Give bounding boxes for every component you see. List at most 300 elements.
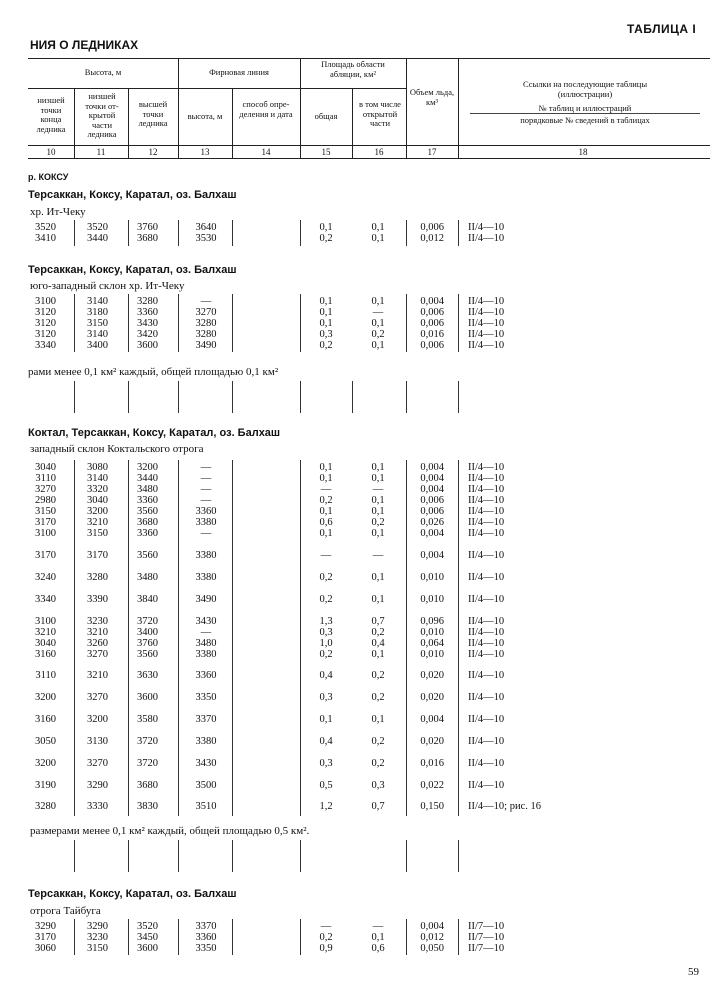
col18-header-bot: порядковые № сведений в таблицах — [520, 115, 650, 125]
table-cell: II/4—10 — [468, 506, 505, 517]
table-cell: 3360 — [195, 506, 217, 517]
column-divider — [178, 294, 179, 352]
table-cell: 3280 — [137, 296, 158, 307]
column-divider — [406, 381, 407, 413]
table-cell: 0,050 — [420, 943, 444, 954]
col13-header: высота, м — [187, 111, 223, 121]
table-cell: 0,010 — [420, 649, 444, 660]
table-cell: 0,2 — [319, 233, 333, 244]
table-cell: 0,3 — [371, 780, 385, 791]
table-cell: 3440 — [137, 473, 158, 484]
table-cell: — — [200, 495, 212, 506]
table-cell: 3110 — [35, 670, 56, 681]
column-divider — [128, 294, 129, 352]
table-cell: 3640 — [195, 222, 217, 233]
table-cell: 3360 — [137, 307, 158, 318]
column-divider — [300, 919, 301, 955]
column-divider — [128, 840, 129, 872]
section-note: размерами менее 0,1 км² каждый, общей площадью 0,5 км². — [30, 825, 310, 837]
table-cell: 0,004 — [420, 714, 444, 725]
table-cell: II/7—10 — [468, 932, 505, 943]
table-cell: 1,2 — [319, 801, 333, 812]
table-cell: 3360 — [137, 528, 158, 539]
col11-header: низшей точки от-крытой части ледника — [85, 91, 119, 139]
table-cell: II/4—10 — [468, 572, 505, 583]
table-cell: 0,006 — [420, 222, 444, 233]
table-cell: 0,150 — [420, 801, 444, 812]
ablation-group-header: Площадь области абляции, км² — [321, 59, 385, 79]
table-cell: II/4—10 — [468, 714, 505, 725]
table-cell: 3490 — [195, 340, 217, 351]
table-cell: II/4—10 — [468, 495, 505, 506]
table-cell: 0,096 — [420, 616, 444, 627]
table-cell: — — [200, 484, 212, 495]
table-cell: 0,3 — [319, 758, 333, 769]
col-number: 14 — [261, 147, 271, 157]
table-cell: 0,1 — [319, 506, 333, 517]
table-cell: II/4—10 — [468, 616, 505, 627]
table-cell: 3680 — [137, 780, 158, 791]
table-cell: 3180 — [87, 307, 108, 318]
table-cell: 3210 — [87, 627, 108, 638]
table-cell: 1,3 — [319, 616, 333, 627]
table-cell: II/4—10 — [468, 627, 505, 638]
column-divider — [74, 460, 75, 816]
table-cell: 3380 — [195, 517, 217, 528]
table-cell: 3280 — [35, 801, 56, 812]
table-cell: II/4—10 — [468, 692, 505, 703]
table-cell: 0,1 — [319, 473, 333, 484]
table-cell: 0,1 — [371, 340, 385, 351]
table-cell: 3120 — [35, 307, 56, 318]
table-cell: 3230 — [87, 932, 108, 943]
table-cell: 3360 — [137, 495, 158, 506]
table-cell: — — [372, 307, 384, 318]
table-cell: 3290 — [87, 921, 108, 932]
column-divider — [74, 294, 75, 352]
table-cell: 0,022 — [420, 780, 444, 791]
col-number: 16 — [374, 147, 384, 157]
column-divider — [178, 220, 179, 246]
table-cell: 3560 — [137, 506, 158, 517]
table-cell: 3100 — [35, 528, 56, 539]
section-note: рами менее 0,1 км² каждый, общей площадью 0,1 км² — [28, 366, 279, 378]
table-cell: 3130 — [87, 736, 108, 747]
table-cell: II/4—10 — [468, 307, 505, 318]
table-cell: 0,9 — [319, 943, 333, 954]
table-cell: 3760 — [137, 222, 158, 233]
column-divider — [406, 460, 407, 816]
table-cell: 3150 — [87, 943, 108, 954]
column-divider — [406, 919, 407, 955]
firn-group-header: Фирновая линия — [209, 67, 269, 77]
table-cell: 0,1 — [319, 462, 333, 473]
table-cell: 0,7 — [371, 616, 385, 627]
table-cell: 3380 — [195, 649, 217, 660]
table-cell: II/4—10 — [468, 340, 505, 351]
header-divider — [406, 58, 407, 158]
column-divider — [128, 460, 129, 816]
table-cell: 0,1 — [371, 462, 385, 473]
table-cell: 3420 — [137, 329, 158, 340]
table-cell: 0,1 — [371, 528, 385, 539]
col-number: 17 — [427, 147, 437, 157]
table-cell: 3520 — [87, 222, 108, 233]
table-cell: II/4—10 — [468, 550, 505, 561]
table-cell: — — [372, 484, 384, 495]
table-cell: 0,2 — [371, 627, 385, 638]
table-cell: II/4—10; рис. 16 — [468, 801, 541, 812]
table-cell: 0,6 — [371, 943, 385, 954]
table-cell: 0,1 — [319, 307, 333, 318]
table-cell: 3270 — [87, 692, 108, 703]
table-cell: 3430 — [195, 616, 217, 627]
col10-header: низшей точки конца ледника — [36, 95, 66, 134]
table-cell: 3120 — [35, 318, 56, 329]
table-cell: 3290 — [87, 780, 108, 791]
table-cell: 3100 — [35, 296, 56, 307]
table-cell: 3200 — [35, 692, 56, 703]
table-cell: 3480 — [195, 638, 217, 649]
table-cell: 0,2 — [319, 932, 333, 943]
table-cell: 0,1 — [371, 296, 385, 307]
table-cell: 3400 — [87, 340, 108, 351]
column-divider — [232, 919, 233, 955]
table-cell: 0,012 — [420, 233, 444, 244]
table-cell: 0,1 — [371, 649, 385, 660]
col16-header: в том числе открытой части — [359, 99, 401, 128]
table-cell: 3210 — [35, 627, 56, 638]
table-cell: 3200 — [87, 506, 108, 517]
table-cell: 0,004 — [420, 296, 444, 307]
column-divider — [300, 294, 301, 352]
table-cell: — — [372, 550, 384, 561]
table-cell: 3280 — [195, 329, 217, 340]
table-cell: 0,004 — [420, 473, 444, 484]
table-cell: 0,1 — [371, 594, 385, 605]
header-group-rule — [28, 88, 406, 89]
table-cell: 0,020 — [420, 692, 444, 703]
table-cell: II/4—10 — [468, 517, 505, 528]
table-cell: 3510 — [195, 801, 217, 812]
header-bottom-rule — [28, 145, 710, 146]
col-number: 15 — [321, 147, 331, 157]
table-cell: 0,2 — [371, 670, 385, 681]
table-cell: 0,006 — [420, 506, 444, 517]
table-cell: 0,016 — [420, 758, 444, 769]
column-divider — [458, 840, 459, 872]
column-divider — [300, 840, 301, 872]
table-cell: 3040 — [87, 495, 108, 506]
table-cell: 0,006 — [420, 318, 444, 329]
table-cell: 3260 — [87, 638, 108, 649]
table-cell: 0,012 — [420, 932, 444, 943]
table-cell: — — [200, 462, 212, 473]
table-cell: 0,4 — [371, 638, 385, 649]
table-cell: 3080 — [87, 462, 108, 473]
table-label: ТАБЛИЦА I — [627, 22, 697, 36]
table-cell: 3380 — [195, 572, 217, 583]
table-cell: 3450 — [137, 932, 158, 943]
col-number: 18 — [578, 147, 588, 157]
column-divider — [458, 381, 459, 413]
table-cell: 0,1 — [371, 572, 385, 583]
table-cell: II/4—10 — [468, 462, 505, 473]
column-divider — [300, 460, 301, 816]
table-cell: 0,3 — [319, 627, 333, 638]
table-cell: 3340 — [35, 340, 56, 351]
table-cell: 3380 — [195, 736, 217, 747]
table-cell: 0,1 — [371, 473, 385, 484]
table-cell: 3160 — [35, 714, 56, 725]
column-divider — [458, 460, 459, 816]
table-cell: 3290 — [35, 921, 56, 932]
table-cell: 1,0 — [319, 638, 333, 649]
column-divider — [74, 840, 75, 872]
table-cell: 3140 — [87, 329, 108, 340]
table-cell: 0,010 — [420, 572, 444, 583]
table-cell: 3240 — [35, 572, 56, 583]
table-cell: 3380 — [195, 550, 217, 561]
table-cell: 3320 — [87, 484, 108, 495]
table-cell: II/4—10 — [468, 296, 505, 307]
column-divider — [232, 460, 233, 816]
table-cell: 3170 — [87, 550, 108, 561]
column-divider — [406, 840, 407, 872]
table-cell: 3270 — [195, 307, 217, 318]
table-cell: 3150 — [87, 528, 108, 539]
table-cell: 3720 — [137, 616, 158, 627]
table-cell: 3600 — [137, 340, 158, 351]
table-cell: 0,1 — [371, 495, 385, 506]
column-divider — [232, 294, 233, 352]
column-divider — [458, 220, 459, 246]
column-divider — [352, 381, 353, 413]
page-number: 59 — [688, 966, 699, 978]
table-cell: 0,1 — [319, 296, 333, 307]
table-cell: 3200 — [87, 714, 108, 725]
table-cell: 0,3 — [319, 329, 333, 340]
height-group-header: Высота, м — [84, 67, 122, 77]
col15-header: общая — [314, 111, 338, 121]
column-divider — [406, 220, 407, 246]
river-title: р. КОКСУ — [28, 172, 69, 182]
table-cell: — — [320, 484, 332, 495]
basin-title: Терсаккан, Коксу, Каратал, оз. Балхаш — [28, 888, 237, 900]
table-cell: 0,5 — [319, 780, 333, 791]
table-cell: 3560 — [137, 550, 158, 561]
column-divider — [178, 840, 179, 872]
table-cell: II/7—10 — [468, 943, 505, 954]
table-cell: 0,1 — [319, 528, 333, 539]
table-cell: 0,1 — [371, 506, 385, 517]
table-cell: 0,004 — [420, 484, 444, 495]
col17-header: Объем льда, км³ — [409, 87, 455, 107]
table-cell: 3760 — [137, 638, 158, 649]
table-cell: II/4—10 — [468, 758, 505, 769]
table-cell: II/4—10 — [468, 670, 505, 681]
table-cell: 0,026 — [420, 517, 444, 528]
table-cell: 0,2 — [371, 736, 385, 747]
table-cell: 0,006 — [420, 307, 444, 318]
table-cell: 0,2 — [371, 329, 385, 340]
table-cell: 0,1 — [371, 233, 385, 244]
table-cell: 0,064 — [420, 638, 444, 649]
table-cell: 0,2 — [371, 692, 385, 703]
table-cell: 3140 — [87, 296, 108, 307]
table-cell: 3830 — [137, 801, 158, 812]
range-subtitle: хр. Ит-Чеку — [30, 206, 86, 218]
table-cell: 3100 — [35, 616, 56, 627]
table-cell: 0,004 — [420, 921, 444, 932]
table-cell: 0,004 — [420, 462, 444, 473]
table-cell: 3400 — [137, 627, 158, 638]
table-cell: — — [200, 296, 212, 307]
column-divider — [406, 294, 407, 352]
table-cell: 0,3 — [319, 692, 333, 703]
table-cell: 3270 — [87, 649, 108, 660]
table-cell: 0,4 — [319, 670, 333, 681]
table-cell: 0,016 — [420, 329, 444, 340]
table-cell: 3560 — [137, 649, 158, 660]
table-cell: 3600 — [137, 692, 158, 703]
table-cell: 3370 — [195, 714, 217, 725]
table-cell: II/4—10 — [468, 222, 505, 233]
column-divider — [178, 919, 179, 955]
col14-header: способ опре-деления и дата — [239, 99, 293, 119]
table-cell: — — [320, 921, 332, 932]
table-cell: 0,2 — [371, 517, 385, 528]
table-cell: 3040 — [35, 638, 56, 649]
table-cell: 3350 — [195, 692, 217, 703]
table-cell: II/4—10 — [468, 638, 505, 649]
table-cell: 3050 — [35, 736, 56, 747]
table-cell: 0,1 — [319, 222, 333, 233]
table-cell: 3440 — [87, 233, 108, 244]
table-cell: 3190 — [35, 780, 56, 791]
table-cell: 0,1 — [371, 714, 385, 725]
table-cell: 0,010 — [420, 594, 444, 605]
table-cell: 3720 — [137, 758, 158, 769]
table-cell: 0,006 — [420, 495, 444, 506]
table-cell: 3370 — [195, 921, 217, 932]
table-cell: 3150 — [87, 318, 108, 329]
table-cell: II/4—10 — [468, 233, 505, 244]
table-cell: 0,2 — [319, 594, 333, 605]
range-subtitle: западный склон Коктальского отрога — [30, 443, 204, 455]
table-cell: 3580 — [137, 714, 158, 725]
table-cell: 3150 — [35, 506, 56, 517]
column-divider — [178, 381, 179, 413]
table-cell: 3270 — [87, 758, 108, 769]
table-cell: II/4—10 — [468, 649, 505, 660]
table-cell: 3630 — [137, 670, 158, 681]
table-cell: 3330 — [87, 801, 108, 812]
column-divider — [128, 381, 129, 413]
table-cell: 3230 — [87, 616, 108, 627]
table-cell: 0,020 — [420, 670, 444, 681]
column-divider — [128, 220, 129, 246]
table-cell: 3160 — [35, 649, 56, 660]
table-cell: II/4—10 — [468, 736, 505, 747]
column-divider — [128, 919, 129, 955]
table-cell: 0,1 — [319, 714, 333, 725]
table-cell: II/4—10 — [468, 484, 505, 495]
table-cell: II/7—10 — [468, 921, 505, 932]
col-number: 10 — [46, 147, 56, 157]
basin-title: Коктал, Терсаккан, Коксу, Каратал, оз. Балхаш — [28, 427, 281, 439]
table-cell: 0,004 — [420, 550, 444, 561]
table-cell: 0,010 — [420, 627, 444, 638]
table-cell: 0,2 — [319, 495, 333, 506]
column-divider — [178, 460, 179, 816]
range-subtitle: отрога Тайбуга — [30, 905, 101, 917]
column-divider — [74, 381, 75, 413]
table-cell: 0,7 — [371, 801, 385, 812]
header-divider — [458, 58, 459, 158]
table-cell: 3280 — [195, 318, 217, 329]
basin-title: Терсаккан, Коксу, Каратал, оз. Балхаш — [28, 189, 237, 201]
table-cell: — — [200, 473, 212, 484]
table-cell: 3430 — [137, 318, 158, 329]
page-title: НИЯ О ЛЕДНИКАХ — [30, 38, 139, 52]
table-cell: 3360 — [195, 670, 217, 681]
table-cell: 0,2 — [319, 572, 333, 583]
table-cell: 3350 — [195, 943, 217, 954]
table-cell: II/4—10 — [468, 329, 505, 340]
table-cell: 0,2 — [371, 758, 385, 769]
table-cell: 3500 — [195, 780, 217, 791]
header-number-rule — [28, 158, 710, 159]
table-cell: — — [372, 921, 384, 932]
table-cell: 3480 — [137, 572, 158, 583]
table-cell: — — [320, 550, 332, 561]
table-cell: 3200 — [35, 758, 56, 769]
table-cell: 0,6 — [319, 517, 333, 528]
table-cell: 0,1 — [371, 932, 385, 943]
table-cell: 0,2 — [319, 649, 333, 660]
column-divider — [74, 220, 75, 246]
table-cell: 3720 — [137, 736, 158, 747]
table-cell: 3490 — [195, 594, 217, 605]
table-cell: 0,2 — [319, 340, 333, 351]
table-cell: 3600 — [137, 943, 158, 954]
col18-header-top: Ссылки на последующие таблицы (иллюстрации) — [522, 79, 648, 99]
table-cell: 3040 — [35, 462, 56, 473]
column-divider — [232, 381, 233, 413]
table-cell: 3120 — [35, 329, 56, 340]
table-cell: 2980 — [35, 495, 56, 506]
table-cell: II/4—10 — [468, 594, 505, 605]
table-cell: 3480 — [137, 484, 158, 495]
table-cell: 3340 — [35, 594, 56, 605]
column-divider — [300, 220, 301, 246]
table-cell: 3110 — [35, 473, 56, 484]
header-divider — [300, 58, 301, 158]
column-divider — [232, 220, 233, 246]
col12-header: высшей точки ледника — [138, 99, 168, 128]
table-cell: 3680 — [137, 233, 158, 244]
table-cell: 0,1 — [371, 318, 385, 329]
table-cell: 3520 — [35, 222, 56, 233]
table-cell: 3170 — [35, 932, 56, 943]
table-cell: 3200 — [137, 462, 158, 473]
table-cell: 3360 — [195, 932, 217, 943]
table-cell: 3280 — [87, 572, 108, 583]
column-divider — [74, 919, 75, 955]
table-cell: 3140 — [87, 473, 108, 484]
col-number: 13 — [200, 147, 210, 157]
